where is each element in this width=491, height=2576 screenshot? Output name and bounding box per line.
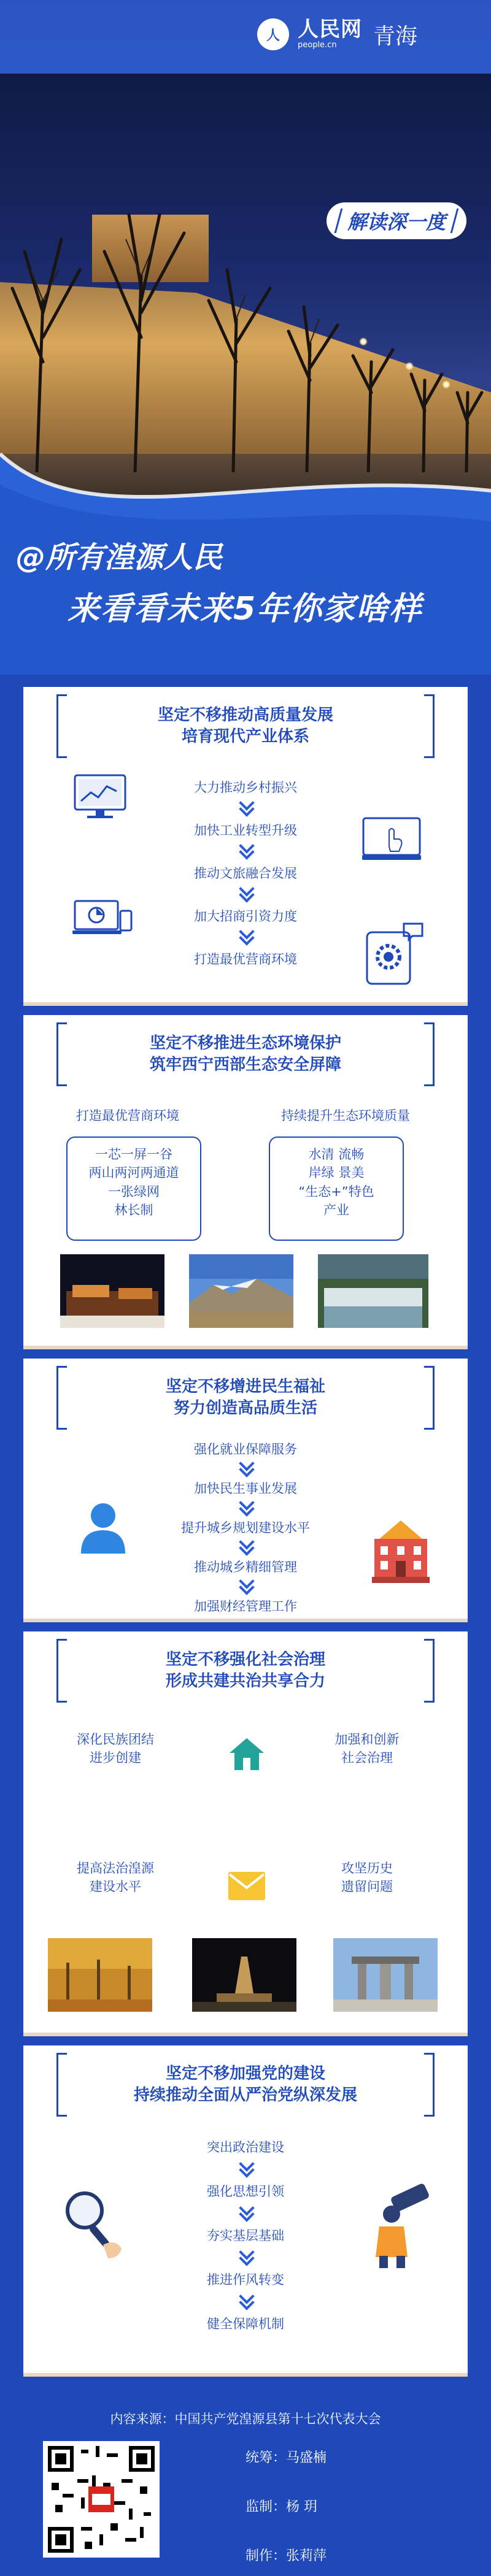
section-title: 坚定不移推动高质量发展 培育现代产业体系: [56, 694, 435, 758]
gate-photo: [333, 1938, 438, 2012]
night-town-photo: [60, 1254, 164, 1328]
section-title: 坚定不移推进生态环境保护 筑牢西宁西部生态安全屏障: [56, 1022, 435, 1086]
gear-phone-icon: [361, 920, 428, 987]
step-item: 健全保障机制: [207, 2317, 284, 2331]
step-item: 提升城乡规划建设水平: [181, 1520, 310, 1535]
step-item: 加大招商引资力度: [194, 909, 297, 924]
mail-icon: [227, 1871, 266, 1901]
governance-item: 深化民族团结 进步创建: [77, 1732, 154, 1765]
section-party-building: [23, 2045, 468, 2377]
slogan-line-2: 来看看未来5年你家啥样: [68, 591, 423, 627]
chart-monitor-icon: [72, 773, 128, 822]
credit-supervisor: 监制：杨 玥: [246, 2499, 318, 2515]
street-lamp: [405, 362, 414, 370]
step-item: 推进作风转变: [207, 2272, 284, 2287]
chevron-down-icon: [239, 1539, 252, 1554]
chevron-down-icon: [239, 2161, 252, 2175]
mountain-photo: [189, 1254, 293, 1328]
credit-coordinator: 统筹：马盛楠: [246, 2450, 327, 2466]
brand-header: [257, 18, 417, 50]
brand-logo-icon: 人: [257, 18, 289, 50]
right-info-box: 水清 流畅 岸绿 景美 “生态+”特色 产业: [269, 1137, 404, 1241]
step-item: 推动城乡精细管理: [194, 1560, 297, 1574]
step-item: 加强财经管理工作: [194, 1599, 297, 1614]
school-building-icon: [367, 1518, 435, 1585]
step-item: 加快工业转型升级: [194, 823, 297, 838]
brand-site: people.cn: [297, 40, 337, 50]
step-item: 打造最优营商环境: [194, 952, 297, 967]
devices-icon: [72, 899, 134, 941]
content-source: 内容来源：中国共产党湟源县第十七次代表大会: [110, 2412, 381, 2426]
governance-item: 提高法治湟源 建设水平: [77, 1861, 154, 1894]
chevron-down-icon: [239, 843, 252, 857]
section-title: 坚定不移加强党的建设 持续推动全面从严治党纵深发展: [56, 2053, 435, 2117]
hero-banner: [0, 0, 491, 675]
chevron-down-icon: [239, 1460, 252, 1475]
house-icon: [227, 1736, 266, 1773]
section-livelihood: [23, 1359, 468, 1622]
governance-item: 攻坚历史 遗留问题: [341, 1861, 393, 1894]
touch-screen-icon: [361, 816, 422, 865]
person-icon: [79, 1500, 128, 1555]
chevron-down-icon: [239, 800, 252, 815]
chevron-down-icon: [239, 1578, 252, 1593]
feature-tag: 解读深一度: [327, 202, 466, 239]
street-lamp: [359, 337, 368, 346]
step-item: 大力推动乡村振兴: [194, 780, 297, 795]
left-info-box: 一芯一屏一谷 两山两河两通道 一张绿网 林长制: [66, 1137, 201, 1241]
step-item: 突出政治建设: [207, 2140, 284, 2155]
section-title: 坚定不移强化社会治理 形成共建共治共享合力: [56, 1639, 435, 1703]
governance-item: 加强和创新 社会治理: [334, 1732, 400, 1765]
street-lamp: [442, 380, 450, 389]
section-ecology: [23, 1015, 468, 1349]
telescope-person-icon: [367, 2183, 441, 2269]
brand-name: 人民网: [297, 17, 362, 42]
qr-code[interactable]: [43, 2441, 160, 2558]
step-item: 加快民生事业发展: [194, 1481, 297, 1496]
chevron-down-icon: [239, 929, 252, 943]
chevron-down-icon: [239, 2205, 252, 2220]
section-title: 坚定不移增进民生福祉 努力创造高品质生活: [56, 1366, 435, 1430]
chevron-down-icon: [239, 886, 252, 900]
chevron-down-icon: [239, 2293, 252, 2308]
step-item: 推动文旅融合发展: [194, 866, 297, 881]
slogan-line-1: @所有湟源人民: [16, 540, 223, 575]
monument-photo: [192, 1938, 296, 2012]
credit-producer: 制作：张莉萍: [246, 2548, 327, 2564]
waterfall-photo: [318, 1254, 428, 1328]
section-industry: [23, 687, 468, 1006]
magnifier-hand-icon: [60, 2190, 128, 2263]
step-item: 强化思想引领: [207, 2184, 284, 2199]
left-heading: 打造最优营商环境: [76, 1108, 179, 1123]
step-item: 夯实基层基础: [207, 2228, 284, 2243]
footer: [0, 2398, 491, 2576]
section-governance: [23, 1631, 468, 2036]
step-item: 强化就业保障服务: [194, 1442, 297, 1457]
autumn-trees-photo: [48, 1938, 152, 2012]
brand-region: 青海: [373, 23, 417, 49]
chevron-down-icon: [239, 2249, 252, 2264]
right-heading: 持续提升生态环境质量: [281, 1108, 410, 1123]
chevron-down-icon: [239, 1500, 252, 1514]
